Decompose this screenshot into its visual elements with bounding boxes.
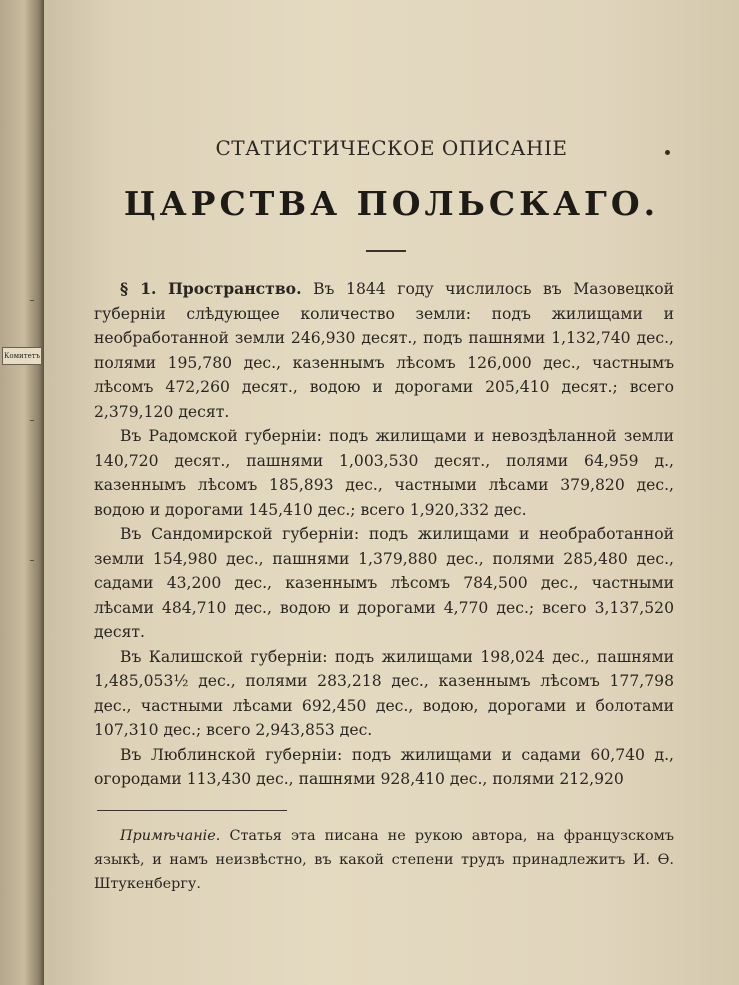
paragraph-radom	[94, 424, 674, 522]
paragraph-text: Въ Сандомирской губерніи: подъ жилищами и необработанной земли 154,980 дес., пашнями 1,379,880 дес., полями 285,480 дес., садами 43,200 дес., казеннымъ лѣсомъ 784,500 дес., частными лѣсами 484,710 дес., водою и дорогами 4,770 дес.; всего 3,137,520 десят.	[94, 525, 674, 641]
left-page-tab: Комитетъ	[2, 347, 42, 365]
paragraph-text: Въ Калишской губерніи: подъ жилищами 198,024 дес., пашнями 1,485,053½ дес., полями 283,218 дес., казеннымъ лѣсомъ 177,798 дес., частными лѣсами 692,450 дес., водою, дорогами и болотами 107,310 дес.; всего 2,943,853 дес.	[94, 647, 674, 739]
paragraph-text: Въ 1844 году числилось въ Мазовецкой губерніи слѣдующее количество земли: подъ жилищами и необработанной земли 246,930 десят., подъ пашнями 1,132,740 дес., полями 195,780 дес., казеннымъ лѣсомъ 126,000 дес., частнымъ лѣсомъ 472,260 десят., водою и дорогами 205,410 десят.; всего 2,379,120 десят.	[94, 280, 674, 421]
left-page-mark	[30, 420, 34, 421]
left-page-mark	[30, 560, 34, 561]
paragraph-lublin	[94, 743, 674, 792]
section-heading: Пространство.	[168, 279, 302, 298]
paragraph-sandomir	[94, 522, 674, 645]
footnote	[94, 824, 674, 896]
left-page-edge	[0, 0, 44, 985]
section-number: § 1.	[120, 279, 157, 298]
footnote-label: Примѣчаніе.	[120, 828, 221, 844]
body-text	[94, 277, 674, 792]
paragraph-moscow-mazovia	[94, 277, 674, 424]
paragraph-kalisz	[94, 645, 674, 743]
page-title: ЦАРСТВА ПОЛЬСКАГО.	[123, 184, 660, 223]
page-subtitle: СТАТИСТИЧЕСКОЕ ОПИСАНІЕ	[215, 136, 568, 160]
footnote-divider	[97, 810, 287, 811]
left-page-mark	[30, 300, 34, 301]
paragraph-text: Въ Люблинской губерніи: подъ жилищами и садами 60,740 д., огородами 113,430 дес., пашнями 928,410 дес., полями 212,920	[94, 745, 674, 788]
book-page	[44, 0, 739, 985]
title-divider	[366, 250, 406, 252]
paragraph-text: Въ Радомской губерніи: подъ жилищами и невоздѣланной земли 140,720 десят., пашнями 1,003,530 десят., полями 64,959 д., казеннымъ лѣсомъ 185,893 дес., частными лѣсами 379,820 дес., водою и дорогами 145,410 дес.; всего 1,920,332 дес.	[94, 427, 674, 519]
footnote-text: Статья эта писана не рукою автора, на французскомъ языкѣ, и намъ неизвѣстно, въ какой степени трудъ принадлежитъ И. Ө. Штукенбергу.	[94, 828, 675, 892]
